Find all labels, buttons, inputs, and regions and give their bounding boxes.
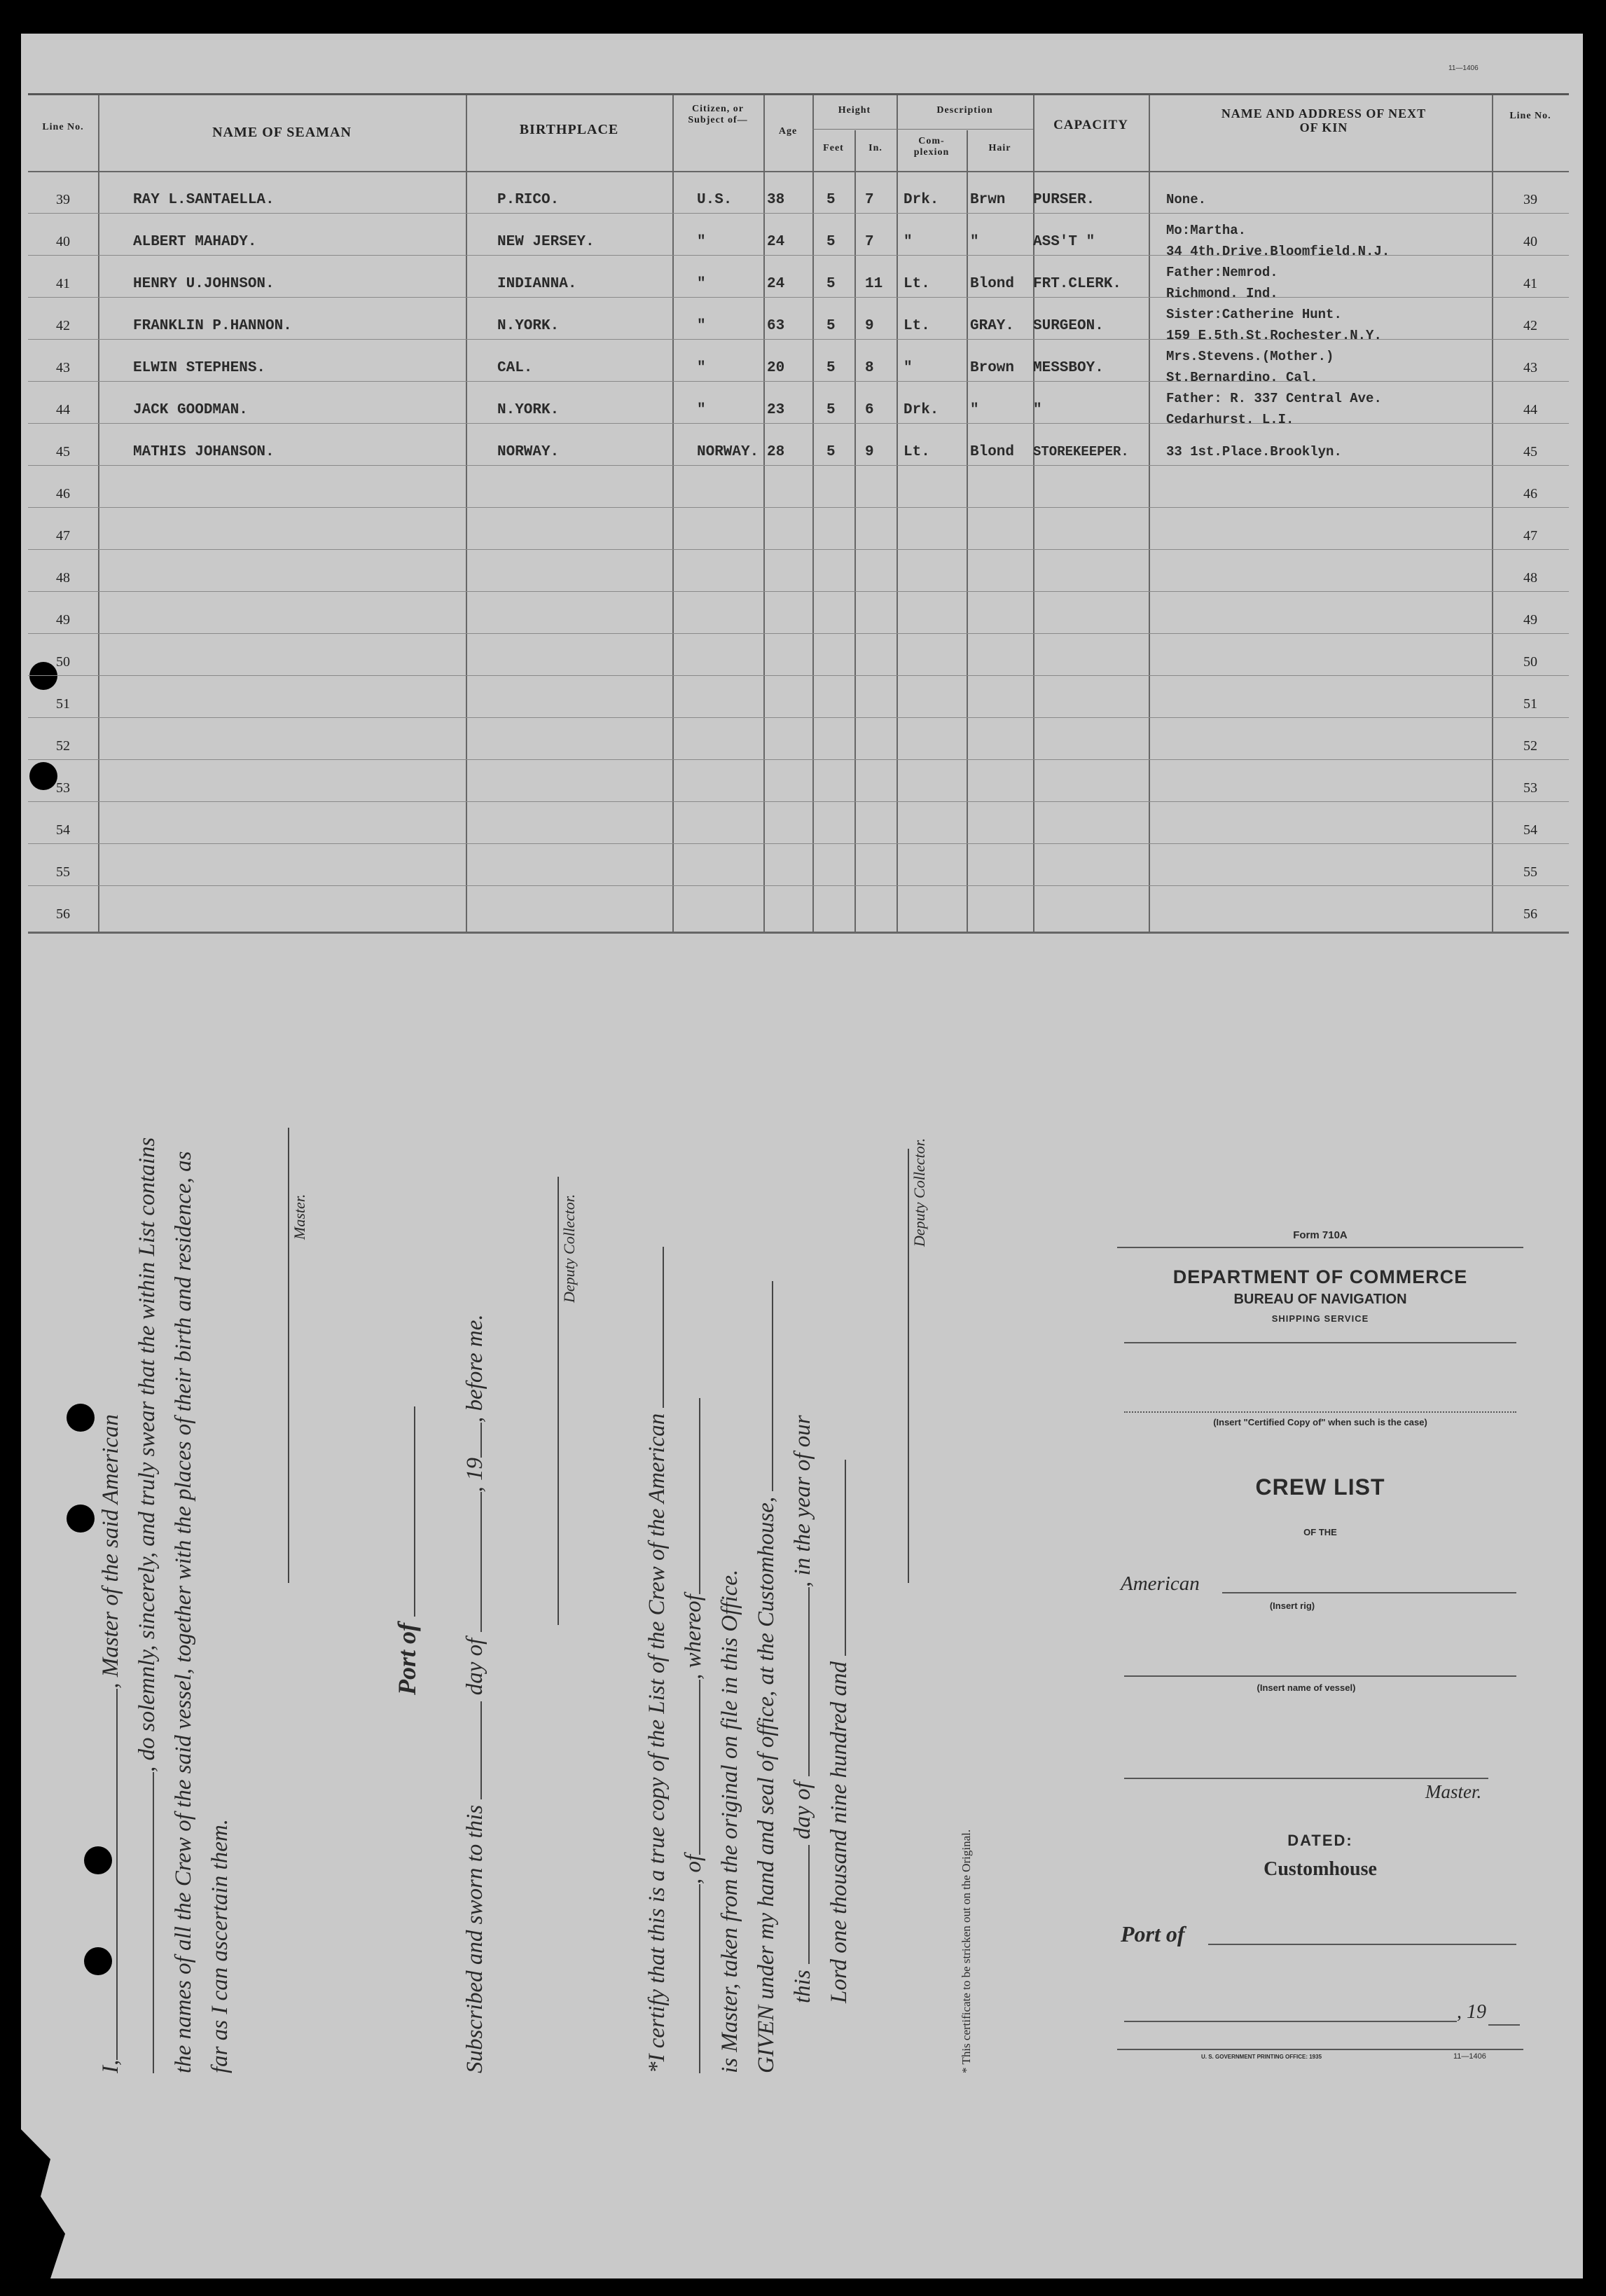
certify-of: , of — [681, 1854, 706, 1884]
line-number-left: 53 — [56, 780, 70, 796]
complexion: Lt. — [904, 444, 930, 460]
row-rule — [28, 381, 1569, 382]
height-feet: 5 — [826, 276, 836, 292]
line-number-right: 42 — [1523, 318, 1537, 333]
header-inches: In. — [868, 143, 882, 153]
citizen-of: " — [697, 360, 706, 376]
row-rule — [28, 759, 1569, 760]
oath-swear: , do solemnly, sincerely, and truly swear that the within List contains — [134, 1137, 160, 1772]
oath-names-line: the names of all the Crew of the said vessel, together with the places of their birth and residence, as — [171, 1151, 196, 2073]
capacity: MESSBOY. — [1033, 360, 1104, 376]
age: 24 — [767, 276, 785, 292]
given-under: GIVEN under my hand and seal of office, at the Customhouse, — [754, 1496, 779, 2073]
citizen-of: " — [697, 402, 706, 418]
height-feet: 5 — [826, 318, 836, 334]
oath-day-of: day of — [462, 1638, 487, 1696]
row-rule — [28, 255, 1569, 256]
complexion: " — [904, 360, 913, 376]
height-feet: 5 — [826, 402, 836, 418]
line-number-left: 52 — [56, 738, 70, 754]
citizen-of: NORWAY. — [697, 444, 759, 460]
height-inches: 11 — [865, 276, 883, 292]
header-hair: Hair — [988, 143, 1011, 153]
next-of-kin-line2: St.Bernardino. Cal. — [1166, 370, 1318, 385]
line-number-right: 55 — [1523, 864, 1537, 880]
birthplace: INDIANNA. — [497, 276, 577, 292]
next-of-kin-line1: Mrs.Stevens.(Mother.) — [1166, 349, 1334, 364]
line-number-right: 39 — [1523, 192, 1537, 207]
citizen-of: " — [697, 318, 706, 334]
height-feet: 5 — [826, 360, 836, 376]
hair: " — [970, 234, 979, 250]
given-day-of: day of — [790, 1782, 815, 1839]
line-number-left: 42 — [56, 318, 70, 333]
age: 63 — [767, 318, 785, 334]
birthplace: P.RICO. — [497, 192, 560, 208]
given-lord: Lord one thousand nine hundred and — [826, 1661, 852, 2003]
oath-before-me: , before me. — [462, 1314, 487, 1423]
line-number-right: 56 — [1523, 906, 1537, 922]
next-of-kin-line1: Father: R. 337 Central Ave. — [1166, 391, 1382, 406]
form-number-bottom: 11—1406 — [1453, 2052, 1486, 2061]
header-line-no: Line No. — [42, 122, 84, 132]
deputy-collector-2: Deputy Collector. — [911, 1137, 928, 1247]
hair: " — [970, 402, 979, 418]
line-number-left: 50 — [56, 654, 70, 670]
certify-is-master: is Master, taken from the original on file in this Office. — [717, 1569, 742, 2073]
seaman-name: FRANKLIN P.HANNON. — [133, 318, 292, 334]
master-label: Master. — [1425, 1781, 1482, 1802]
capacity: " — [1033, 402, 1042, 418]
age: 24 — [767, 234, 785, 250]
seaman-name: HENRY U.JOHNSON. — [133, 276, 275, 292]
capacity: ASS'T " — [1033, 234, 1095, 250]
crew-table — [28, 93, 1569, 934]
seaman-name: ELWIN STEPHENS. — [133, 360, 266, 376]
header-next-of-kin: NAME AND ADDRESS OF NEXT OF KIN — [1221, 106, 1427, 134]
line-number-right: 40 — [1523, 234, 1537, 249]
oath-port-of: Port of — [393, 1623, 421, 1695]
row-rule — [28, 213, 1569, 214]
complexion: Lt. — [904, 276, 930, 292]
hair: Brown — [970, 360, 1015, 376]
footnote: * This certificate to be stricken out on the Original. — [960, 1829, 973, 2073]
line-number-left: 39 — [56, 192, 70, 207]
age: 28 — [767, 444, 785, 460]
given-this: this — [790, 1970, 815, 2003]
birthplace: N.YORK. — [497, 318, 560, 334]
line-number-left: 54 — [56, 822, 70, 838]
header-name-of-seaman: NAME OF SEAMAN — [212, 125, 352, 140]
crew-list-title: CREW LIST — [1255, 1474, 1385, 1500]
shipping-service: SHIPPING SERVICE — [1271, 1313, 1369, 1324]
header-line-no-right: Line No. — [1509, 111, 1551, 121]
line-number-left: 44 — [56, 402, 70, 417]
line-number-left: 46 — [56, 486, 70, 502]
form-710a: Form 710A — [1293, 1229, 1348, 1241]
hair: Brwn — [970, 192, 1006, 208]
line-number-right: 48 — [1523, 570, 1537, 586]
height-inches: 9 — [865, 444, 874, 460]
birthplace: CAL. — [497, 360, 533, 376]
header-complexion: Com-plexion — [913, 136, 950, 158]
header-age: Age — [778, 126, 798, 137]
seaman-name: JACK GOODMAN. — [133, 402, 248, 418]
next-of-kin-line2: 159 E.5th.St.Rochester.N.Y. — [1166, 328, 1382, 343]
height-feet: 5 — [826, 192, 836, 208]
row-rule — [28, 339, 1569, 340]
line-number-right: 54 — [1523, 822, 1537, 838]
line-number-left: 41 — [56, 276, 70, 291]
line-number-left: 45 — [56, 444, 70, 459]
american-label: American — [1121, 1572, 1200, 1595]
capacity: STOREKEEPER. — [1033, 444, 1129, 459]
citizen-of: " — [697, 276, 706, 292]
line-number-left: 49 — [56, 612, 70, 628]
line-number-right: 50 — [1523, 654, 1537, 670]
row-rule — [28, 297, 1569, 298]
line-number-right: 43 — [1523, 360, 1537, 375]
oath-master-label: Master. — [291, 1194, 308, 1240]
line-number-left: 43 — [56, 360, 70, 375]
row-rule — [28, 633, 1569, 634]
line-number-right: 46 — [1523, 486, 1537, 502]
header-birthplace: BIRTHPLACE — [519, 122, 619, 137]
seaman-name: RAY L.SANTAELLA. — [133, 192, 275, 208]
row-rule — [28, 591, 1569, 592]
line-number-right: 45 — [1523, 444, 1537, 459]
capacity: FRT.CLERK. — [1033, 276, 1122, 292]
insert-rig: (Insert rig) — [1269, 1600, 1315, 1611]
given-year-of-our: , in the year of our — [790, 1415, 815, 1587]
oath-ascertain: far as I can ascertain them. — [207, 1819, 233, 2073]
next-of-kin-line1: Father:Nemrod. — [1166, 265, 1278, 280]
customhouse-label: Customhouse — [1264, 1858, 1377, 1880]
citizen-of: " — [697, 234, 706, 250]
row-rule — [28, 507, 1569, 508]
next-of-kin-line2: 34 4th.Drive.Bloomfield.N.J. — [1166, 244, 1390, 259]
oath-i: I, — [98, 2059, 123, 2073]
hair: Blond — [970, 444, 1015, 460]
birthplace: NEW JERSEY. — [497, 234, 595, 250]
line-number-right: 51 — [1523, 696, 1537, 712]
certified-copy-note: (Insert "Certified Copy of" when such is the case) — [1213, 1417, 1427, 1427]
birthplace: NORWAY. — [497, 444, 560, 460]
height-inches: 7 — [865, 234, 874, 250]
complexion: Drk. — [904, 402, 939, 418]
oath-section — [98, 953, 630, 2073]
height-inches: 7 — [865, 192, 874, 208]
row-rule — [28, 549, 1569, 550]
next-of-kin-line1: Sister:Catherine Hunt. — [1166, 307, 1342, 322]
oath-deputy-collector-1: Deputy Collector. — [560, 1194, 578, 1303]
line-number-left: 51 — [56, 696, 70, 712]
line-number-right: 53 — [1523, 780, 1537, 796]
age: 20 — [767, 360, 785, 376]
line-number-left: 40 — [56, 234, 70, 249]
row-rule — [28, 885, 1569, 886]
complexion: " — [904, 234, 913, 250]
capacity: SURGEON. — [1033, 318, 1104, 334]
header-height: Height — [838, 105, 871, 116]
seaman-name: ALBERT MAHADY. — [133, 234, 257, 250]
capacity: PURSER. — [1033, 192, 1095, 208]
certify-true-copy: *I certify that this is a true copy of the List of the Crew of the American — [644, 1413, 670, 2073]
header-capacity: CAPACITY — [1053, 118, 1128, 132]
hair: Blond — [970, 276, 1015, 292]
line-number-left: 55 — [56, 864, 70, 880]
complexion: Drk. — [904, 192, 939, 208]
line-number-right: 47 — [1523, 528, 1537, 544]
row-rule — [28, 717, 1569, 718]
row-rule — [28, 423, 1569, 424]
oath-subscribed: Subscribed and sworn to this — [462, 1804, 487, 2073]
height-inches: 8 — [865, 360, 874, 376]
punch-hole — [67, 1505, 95, 1533]
age: 23 — [767, 402, 785, 418]
row-rule — [28, 465, 1569, 466]
height-feet: 5 — [826, 234, 836, 250]
form-number: 11—1406 — [1448, 64, 1479, 72]
line-number-right: 44 — [1523, 402, 1537, 417]
line-number-left: 47 — [56, 528, 70, 544]
next-of-kin-line1: Mo:Martha. — [1166, 223, 1247, 238]
row-rule — [28, 801, 1569, 802]
department-of-commerce: DEPARTMENT OF COMMERCE — [1172, 1266, 1468, 1287]
age: 38 — [767, 192, 785, 208]
height-inches: 9 — [865, 318, 874, 334]
birthplace: N.YORK. — [497, 402, 560, 418]
year-nineteen: , 19 — [1457, 2001, 1486, 2023]
line-number-left: 56 — [56, 906, 70, 922]
line-number-left: 48 — [56, 570, 70, 586]
citizen-of: U.S. — [697, 192, 733, 208]
certify-whereof: , whereof — [681, 1594, 706, 1680]
line-number-right: 49 — [1523, 612, 1537, 628]
next-of-kin-line1: 33 1st.Place.Brooklyn. — [1166, 444, 1342, 459]
oath-master-of: , Master of the said American — [98, 1414, 123, 1689]
printer-line: U. S. GOVERNMENT PRINTING OFFICE: 1935 — [1201, 2054, 1322, 2060]
crew-list-cover — [1117, 1219, 1523, 2080]
bureau-of-navigation: BUREAU OF NAVIGATION — [1233, 1292, 1407, 1307]
seaman-name: MATHIS JOHANSON. — [133, 444, 275, 460]
next-of-kin-line2: Cedarhurst. L.I. — [1166, 412, 1294, 427]
row-rule — [28, 843, 1569, 844]
dated-label: DATED: — [1287, 1832, 1353, 1849]
of-the: OF THE — [1303, 1527, 1337, 1537]
port-of-label: Port of — [1121, 1921, 1185, 1946]
complexion: Lt. — [904, 318, 930, 334]
header-feet: Feet — [823, 143, 844, 153]
oath-nineteen: , 19 — [462, 1457, 487, 1493]
punch-hole — [67, 1404, 95, 1432]
height-inches: 6 — [865, 402, 874, 418]
row-rule — [28, 675, 1569, 676]
hair: GRAY. — [970, 318, 1015, 334]
header-citizen: Citizen, or Subject of— — [688, 104, 748, 125]
line-number-right: 52 — [1523, 738, 1537, 754]
insert-vessel: (Insert name of vessel) — [1257, 1682, 1356, 1693]
line-number-right: 41 — [1523, 276, 1537, 291]
header-description: Description — [936, 105, 993, 116]
next-of-kin-line2: Richmond. Ind. — [1166, 286, 1278, 301]
height-feet: 5 — [826, 444, 836, 460]
next-of-kin-line1: None. — [1166, 192, 1207, 207]
